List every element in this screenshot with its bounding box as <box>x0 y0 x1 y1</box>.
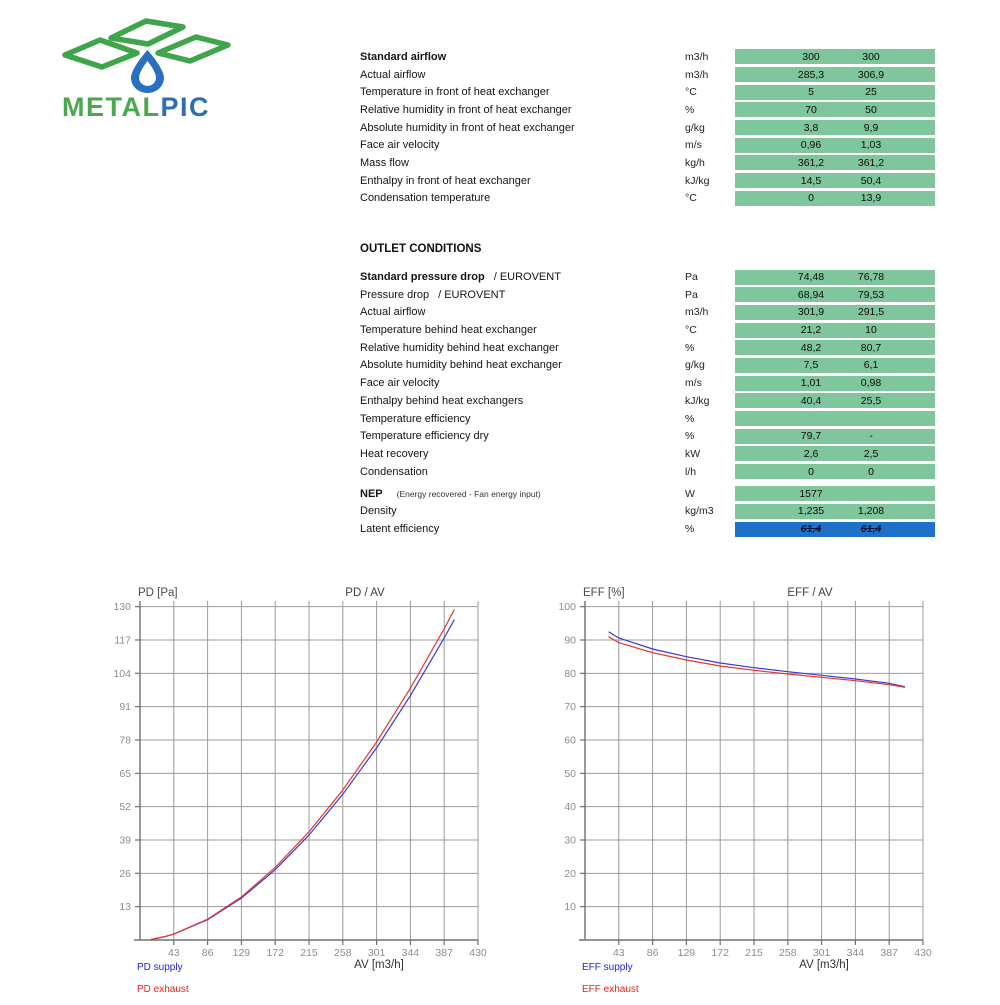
value-supply: 0 <box>808 465 814 478</box>
table-row <box>360 374 945 392</box>
row-unit: °C <box>685 324 697 337</box>
inlet-conditions-table <box>360 48 945 207</box>
y-axis-label: EFF [%] <box>583 587 625 599</box>
y-tick-label: 90 <box>564 634 576 647</box>
value-bar <box>735 340 935 355</box>
row-label: Actual airflow <box>360 306 426 319</box>
value-supply: 301,9 <box>797 306 825 319</box>
eff-av-chart <box>540 583 960 1000</box>
metalpic-logo <box>55 12 245 124</box>
table-row <box>360 154 945 172</box>
row-label: Temperature in front of heat exchanger <box>360 86 550 99</box>
y-tick-label: 100 <box>558 601 576 614</box>
value-exhaust: 291,5 <box>857 306 885 319</box>
value-exhaust: 50,4 <box>860 174 882 187</box>
value-exhaust: 76,78 <box>857 271 885 284</box>
x-tick-label: 430 <box>469 947 487 959</box>
value-supply: 7,5 <box>803 359 819 372</box>
table-row <box>360 66 945 84</box>
table-row <box>360 83 945 101</box>
row-label: Standard pressure drop / EUROVENT <box>360 271 561 284</box>
x-axis-label: AV [m3/h] <box>354 959 404 971</box>
y-tick-label: 70 <box>564 701 576 714</box>
value-bar <box>735 486 935 501</box>
row-unit: m/s <box>685 139 702 152</box>
row-unit: m3/h <box>685 50 709 63</box>
y-tick-label: 40 <box>564 801 576 814</box>
table-row <box>360 268 945 286</box>
y-tick-label: 80 <box>564 667 576 680</box>
legend-eff-supply: EFF supply <box>582 962 633 973</box>
row-label: NEP (Energy recovered - Fan energy input) <box>360 487 541 500</box>
value-exhaust: 61,4 <box>860 523 882 536</box>
x-tick-label: 43 <box>167 947 180 959</box>
series-line-pd-supply <box>151 620 454 940</box>
row-label: Temperature efficiency <box>360 412 471 425</box>
row-unit: g/kg <box>685 359 705 372</box>
value-supply: 2,6 <box>803 447 819 460</box>
value-bar <box>735 464 935 479</box>
value-bar <box>735 85 935 100</box>
row-label: Temperature efficiency dry <box>360 430 489 443</box>
conditions-tables <box>360 48 945 538</box>
table-row <box>360 503 945 521</box>
x-tick-label: 129 <box>232 947 251 959</box>
value-bar <box>735 270 935 285</box>
value-supply: 48,2 <box>800 341 822 354</box>
x-tick-label: 430 <box>914 947 932 959</box>
y-tick-label: 60 <box>564 734 576 747</box>
x-tick-label: 301 <box>812 947 831 959</box>
table-row <box>360 485 945 503</box>
value-bar <box>735 411 935 426</box>
legend-eff-exhaust: EFF exhaust <box>582 984 639 995</box>
value-supply: 285,3 <box>797 68 825 81</box>
leaf-right-icon <box>158 37 228 61</box>
x-tick-label: 129 <box>677 947 696 959</box>
x-tick-label: 215 <box>300 947 318 959</box>
table-row <box>360 119 945 137</box>
table-row <box>360 172 945 190</box>
value-exhaust: 9,9 <box>863 121 879 134</box>
row-unit: % <box>685 412 695 425</box>
value-bar <box>735 446 935 461</box>
row-unit: W <box>685 487 695 500</box>
value-exhaust: 1,03 <box>860 139 882 152</box>
row-label: Absolute humidity in front of heat exchanger <box>360 121 575 134</box>
logo-text-metal: METAL <box>62 92 161 122</box>
x-tick-label: 344 <box>401 947 420 959</box>
value-exhaust: 79,53 <box>857 288 885 301</box>
row-unit: kJ/kg <box>685 174 710 187</box>
value-exhaust: 0,98 <box>860 377 882 390</box>
series-line-pd-exhaust <box>151 610 454 940</box>
value-bar <box>735 155 935 170</box>
row-label: Relative humidity in front of heat exchanger <box>360 103 572 116</box>
row-label: Latent efficiency <box>360 523 440 536</box>
legend-pd-exhaust: PD exhaust <box>137 984 189 995</box>
y-tick-label: 117 <box>114 634 131 647</box>
value-supply: 0,96 <box>800 139 822 152</box>
table-row <box>360 101 945 119</box>
value-supply: 0 <box>808 192 814 205</box>
value-bar <box>735 522 935 537</box>
row-unit: °C <box>685 192 697 205</box>
logo-wordmark <box>62 92 210 122</box>
y-tick-label: 39 <box>119 834 131 847</box>
value-bar <box>735 358 935 373</box>
row-label: Enthalpy in front of heat exchanger <box>360 174 531 187</box>
logo-text-pic: PIC <box>160 92 210 122</box>
x-tick-label: 172 <box>711 947 729 959</box>
value-supply: 40,4 <box>800 394 822 407</box>
table-row <box>360 392 945 410</box>
value-exhaust: 25,5 <box>860 394 882 407</box>
row-label: Pressure drop / EUROVENT <box>360 288 506 301</box>
table-row <box>360 520 945 538</box>
chart-title: PD / AV <box>345 587 385 599</box>
x-tick-label: 387 <box>435 947 453 959</box>
value-exhaust: 6,1 <box>863 359 879 372</box>
value-exhaust: 0 <box>868 465 874 478</box>
value-exhaust: - <box>869 430 873 443</box>
value-exhaust: 13,9 <box>860 192 882 205</box>
value-exhaust: 306,9 <box>857 68 885 81</box>
row-label: Absolute humidity behind heat exchanger <box>360 359 562 372</box>
table-row <box>360 286 945 304</box>
row-label: Enthalpy behind heat exchangers <box>360 394 524 407</box>
pd-av-chart <box>95 583 515 1000</box>
value-supply: 68,94 <box>797 288 825 301</box>
row-note: (Energy recovered - Fan energy input) <box>396 488 541 499</box>
row-unit: kg/h <box>685 156 705 169</box>
value-exhaust: 1,208 <box>857 505 885 518</box>
y-tick-label: 78 <box>119 734 131 747</box>
x-axis-label: AV [m3/h] <box>799 959 849 971</box>
value-bar <box>735 504 935 519</box>
outlet-conditions-table <box>360 268 945 538</box>
table-row <box>360 410 945 428</box>
y-tick-label: 26 <box>119 867 131 880</box>
value-supply: 21,2 <box>800 324 822 337</box>
value-bar <box>735 102 935 117</box>
y-tick-label: 52 <box>119 801 131 814</box>
row-label: Heat recovery <box>360 447 429 460</box>
table-row <box>360 48 945 66</box>
x-tick-label: 86 <box>646 947 659 959</box>
value-bar <box>735 429 935 444</box>
row-label: Face air velocity <box>360 139 440 152</box>
x-tick-label: 86 <box>201 947 214 959</box>
value-exhaust: 2,5 <box>863 447 879 460</box>
eff-chart-svg <box>540 583 960 1000</box>
row-label: Face air velocity <box>360 377 440 390</box>
y-tick-label: 130 <box>113 601 131 614</box>
outlet-conditions-heading: OUTLET CONDITIONS <box>360 243 482 256</box>
pd-chart-svg <box>95 583 515 1000</box>
value-exhaust: 80,7 <box>860 341 882 354</box>
x-tick-label: 344 <box>846 947 865 959</box>
table-row <box>360 304 945 322</box>
row-unit: m3/h <box>685 306 709 319</box>
table-row <box>360 427 945 445</box>
row-unit: m3/h <box>685 68 709 81</box>
table-row <box>360 445 945 463</box>
value-supply: 79,7 <box>800 430 822 443</box>
value-supply: 61,4 <box>800 523 822 536</box>
value-exhaust: 25 <box>865 86 877 99</box>
value-supply: 300 <box>802 50 820 63</box>
row-unit: m/s <box>685 377 702 390</box>
value-supply: 5 <box>808 86 814 99</box>
row-label: Density <box>360 505 397 518</box>
x-tick-label: 43 <box>612 947 625 959</box>
value-exhaust: 10 <box>865 324 877 337</box>
row-label: Condensation <box>360 465 428 478</box>
leaf-top-icon <box>111 21 183 44</box>
value-supply: 3,8 <box>803 121 819 134</box>
legend-pd-supply: PD supply <box>137 962 183 973</box>
row-label: Temperature behind heat exchanger <box>360 324 537 337</box>
row-unit: kJ/kg <box>685 394 710 407</box>
value-supply: 1577 <box>799 487 823 500</box>
value-supply: 74,48 <box>797 271 825 284</box>
value-bar <box>735 49 935 64</box>
value-exhaust: 300 <box>862 50 880 63</box>
row-unit: % <box>685 103 695 116</box>
value-bar <box>735 138 935 153</box>
row-unit: kW <box>685 447 701 460</box>
value-supply: 14,5 <box>800 174 822 187</box>
y-tick-label: 30 <box>564 834 576 847</box>
table-row <box>360 190 945 208</box>
row-unit: kg/m3 <box>685 505 714 518</box>
value-supply: 361,2 <box>797 156 825 169</box>
x-tick-label: 387 <box>880 947 898 959</box>
table-row <box>360 136 945 154</box>
y-tick-label: 13 <box>119 901 131 914</box>
x-tick-label: 258 <box>334 947 352 959</box>
table-row <box>360 339 945 357</box>
row-label: Condensation temperature <box>360 192 491 205</box>
row-unit: Pa <box>685 271 698 284</box>
x-tick-label: 301 <box>367 947 386 959</box>
value-bar <box>735 287 935 302</box>
row-unit: l/h <box>685 465 697 478</box>
y-tick-label: 50 <box>564 767 576 780</box>
chart-title: EFF / AV <box>787 587 833 599</box>
value-bar <box>735 67 935 82</box>
row-label: Actual airflow <box>360 68 426 81</box>
x-tick-label: 172 <box>266 947 284 959</box>
y-tick-label: 65 <box>119 767 131 780</box>
value-bar <box>735 305 935 320</box>
row-label: Relative humidity behind heat exchanger <box>360 341 559 354</box>
table-row <box>360 463 945 481</box>
value-bar <box>735 120 935 135</box>
leaf-left-icon <box>65 40 137 67</box>
value-supply: 70 <box>805 103 817 116</box>
value-bar <box>735 323 935 338</box>
table-row <box>360 357 945 375</box>
value-supply: 1,235 <box>797 505 825 518</box>
y-axis-label: PD [Pa] <box>138 587 178 599</box>
y-tick-label: 10 <box>564 901 576 914</box>
value-bar <box>735 393 935 408</box>
value-bar <box>735 173 935 188</box>
table-row <box>360 321 945 339</box>
y-tick-label: 91 <box>119 701 131 714</box>
value-bar <box>735 191 935 206</box>
value-exhaust: 361,2 <box>857 156 885 169</box>
row-unit: g/kg <box>685 121 705 134</box>
x-tick-label: 258 <box>779 947 797 959</box>
row-label: Standard airflow <box>360 50 447 63</box>
row-unit: % <box>685 430 695 443</box>
y-tick-label: 20 <box>564 867 576 880</box>
y-tick-label: 104 <box>113 667 131 680</box>
row-unit: °C <box>685 86 697 99</box>
value-supply: 1,01 <box>800 377 822 390</box>
row-unit: % <box>685 523 695 536</box>
row-unit: Pa <box>685 288 698 301</box>
row-label: Mass flow <box>360 156 409 169</box>
value-exhaust: 50 <box>865 103 877 116</box>
value-bar <box>735 376 935 391</box>
row-unit: % <box>685 341 695 354</box>
x-tick-label: 215 <box>745 947 763 959</box>
